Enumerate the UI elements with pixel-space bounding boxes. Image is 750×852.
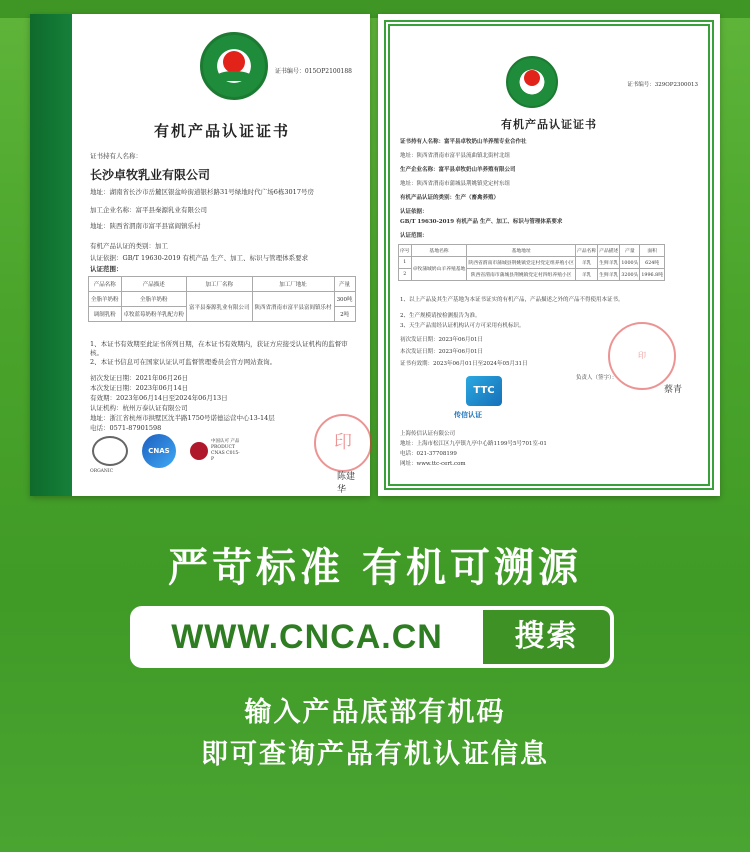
table-header: 产品名称 (89, 277, 122, 292)
note-2: 2、本证书信息可在国家认证认可监督管理委员会官方网站查询。 (90, 358, 277, 366)
table-cell: 全脂羊奶粉 (89, 292, 122, 307)
search-bar (130, 606, 614, 668)
table-cell: 陕西省渭南市富平县富阎镇乐村 (252, 292, 334, 322)
table-cell: 卓牧蓝莓奶粉羊乳配方粉 (121, 307, 187, 322)
org-phone: 电话：0571-87901598 (90, 424, 162, 432)
official-seal: 印 (608, 322, 676, 390)
org-address: 地址：上海市松江区九亭镇九亭中心路1199号5号701室-01 (400, 441, 547, 447)
search-button[interactable]: 搜索 (480, 610, 610, 664)
issue-date: 本次发证日期：2023年06月01日 (400, 349, 483, 355)
producer-address: 地址：陕西省渭南市蒲城县荆姚镇党定村东组 (400, 181, 511, 187)
table-cell: 2 (399, 269, 412, 281)
table-header: 加工厂名称 (187, 277, 253, 292)
table-row (399, 257, 665, 269)
accreditation-mark-icon (190, 442, 208, 460)
cert-number: 证书编号：329OP2300013 (627, 82, 698, 88)
table-header: 产品描述 (121, 277, 187, 292)
signatory-label: 负责人（签字）： (576, 375, 618, 381)
table-header: 加工厂地址 (252, 277, 334, 292)
china-organic-logo-icon (200, 32, 268, 100)
cert-basis: 认证依据：GB/T 19630-2019 有机产品 生产、加工、标识与管理体系要求 (90, 254, 309, 262)
cnas-logo-icon: CNAS (142, 434, 176, 468)
search-url-text: WWW.CNCA.CN (134, 610, 480, 664)
table-header: 基地名称 (411, 245, 467, 257)
holder-address: 地址：陕西省渭南市富平县流曲镇北街村北组 (400, 153, 511, 159)
table-cell: 生鲜羊乳 (598, 257, 620, 269)
processor-name: 加工企业名称：富平县秦源乳业有限公司 (90, 206, 207, 214)
initial-date: 初次发证日期：2023年06月01日 (400, 337, 483, 343)
certificate-image-1 (30, 14, 370, 496)
table-cell: 1 (399, 257, 412, 269)
basis-label: 认证依据： (400, 209, 428, 215)
org-short-name: 传信认证 (454, 410, 482, 419)
table-header-row (89, 277, 356, 292)
producer-name: 生产企业名称：富平县卓牧奶山羊养殖有限公司 (400, 167, 516, 173)
cert-title: 有机产品认证证书 (153, 122, 290, 140)
headline: 严苛标准 有机可溯源 (168, 545, 582, 591)
note-3: 3、天生产品需经认证机构认可方可采用有机标识。 (400, 323, 525, 329)
scope-label: 认证范围： (90, 265, 123, 273)
cert-title: 有机产品认证证书 (501, 118, 597, 131)
holder-address: 地址：湖南省长沙市岳麓区银盆岭街道银杉路31号绿地时代广场6栋3017号房 (90, 188, 314, 196)
org-address: 地址：浙江省杭州市拱墅区沈半路1750号诺德运营中心13-14层 (90, 414, 275, 422)
table-header: 基地地址 (467, 245, 576, 257)
org-phone: 电话：021-37708199 (400, 451, 457, 457)
table-cell: 羊乳 (575, 269, 597, 281)
scope-table (398, 244, 665, 281)
table-header-row (399, 245, 665, 257)
china-organic-logo-icon (506, 56, 558, 108)
signature: 蔡青 (664, 385, 683, 395)
cert-number: 证书编号：015OP2100188 (274, 68, 352, 75)
initial-date: 初次发证日期：2021年06月26日 (90, 374, 189, 382)
scope-table (88, 276, 356, 322)
table-cell: 富平县秦源乳业有限公司 (187, 292, 253, 322)
china-accreditation-logo: 中国认可 产品 PRODUCT CNAS C015-P (190, 439, 242, 463)
valid-period: 有效期：2023年06月14日至2024年06月13日 (90, 394, 228, 402)
table-header: 产量 (334, 277, 355, 292)
table-cell: 陕西省渭南市蒲城县荆姚镇党定村四组养殖小区 (467, 269, 576, 281)
certificate-2-body (396, 30, 702, 480)
table-header: 产品名称 (575, 245, 597, 257)
table-header: 序号 (399, 245, 412, 257)
cert-category: 有机产品认证的类别：生产（畜禽养殖） (400, 195, 500, 201)
table-cell: 陕西省渭南市蒲城县荆姚镇党定村党定组养殖小区 (467, 257, 576, 269)
table-cell: 1000头 (620, 257, 640, 269)
note-2: 2、生产规模请按检测报告为准。 (400, 313, 481, 319)
instruction-line-2: 即可查询产品有机认证信息 (201, 739, 549, 770)
processor-address: 地址：陕西省渭南市富平县富阎镇乐村 (90, 222, 201, 230)
note-1: 1、以上产品及其生产基地为本证书证实的有机产品，产品描述之外的产品不得使用本证书。 (400, 297, 624, 303)
table-cell: 624吨 (640, 257, 665, 269)
table-cell: 300吨 (334, 292, 355, 307)
note-1: 1、本证书有效期至此证书所列日期，在本证书有效期内，获证方应接受认证机构的监督审核。 (90, 340, 348, 357)
cert-org: 上海传信认证有限公司 (400, 431, 456, 437)
holder-name: 长沙卓牧乳业有限公司 (90, 168, 211, 182)
cert-logos (90, 434, 242, 474)
holder-name: 证书持有人名称：富平县卓牧奶山羊养殖专业合作社 (400, 139, 527, 145)
org-website: 网址：www.ttc-cert.com (400, 461, 466, 467)
table-cell: 生鲜羊乳 (598, 269, 620, 281)
official-seal: 印 (314, 414, 372, 472)
valid-period: 证书有效期：2023年06月01日至2024年05月31日 (400, 361, 528, 367)
ttc-logo-icon: TTC (466, 376, 502, 406)
scope-label: 认证范围： (400, 233, 428, 239)
table-cell: 1996.8吨 (640, 269, 665, 281)
issue-date: 本次发证日期：2023年06月14日 (90, 384, 189, 392)
cert-basis: GB/T 19630-2019 有机产品 生产、加工、标识与管理体系要求 (400, 219, 563, 225)
table-header: 产量 (620, 245, 640, 257)
instruction-line-1: 输入产品底部有机码 (244, 697, 506, 728)
table-header: 面积 (640, 245, 665, 257)
table-cell: 羊乳 (575, 257, 597, 269)
cert-org: 认证机构：杭州万泰认证有限公司 (90, 404, 188, 412)
signature: 陈建华 (337, 472, 356, 495)
table-row (89, 292, 356, 307)
certificate-green-strip (30, 14, 72, 496)
table-cell: 全脂羊奶粉 (121, 292, 187, 307)
table-cell: 调制乳粉 (89, 307, 122, 322)
table-cell: 卓牧蒲城奶山羊养殖基地 (411, 257, 467, 281)
organic-mark-icon: ORGANIC (92, 436, 128, 466)
holder-label: 证书持有人名称： (90, 152, 142, 160)
table-cell: 2吨 (334, 307, 355, 322)
table-cell: 3200头 (620, 269, 640, 281)
certificate-1-body (82, 14, 362, 496)
cert-category: 有机产品认证的类别：加工 (90, 242, 168, 250)
table-header: 产品描述 (598, 245, 620, 257)
certificate-image-2 (378, 14, 720, 496)
